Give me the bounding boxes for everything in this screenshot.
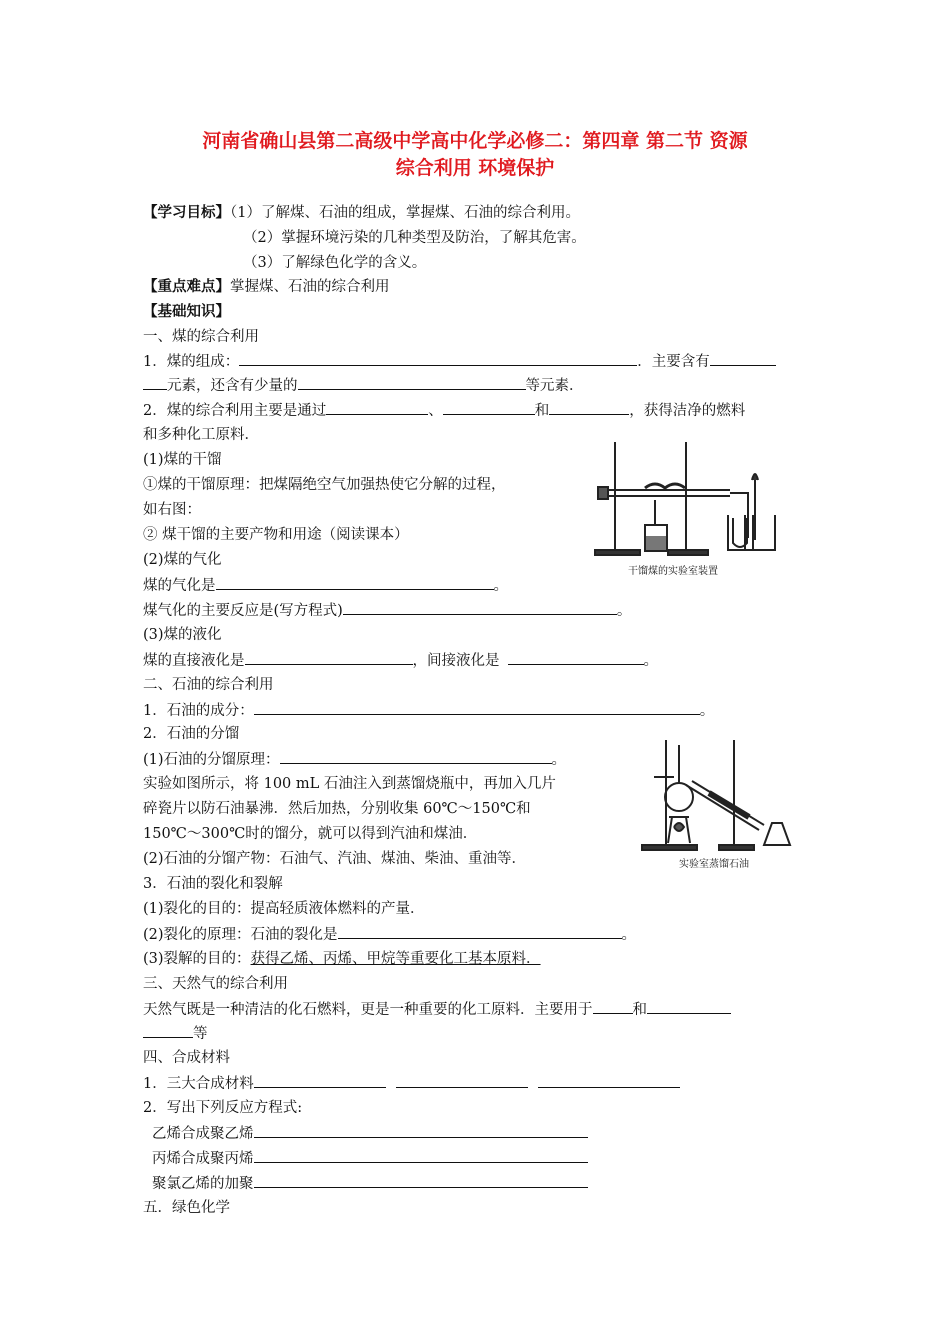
blank[interactable] (710, 351, 776, 366)
dry-products: ② 煤干馏的主要产物和用途（阅读课本） (143, 527, 409, 543)
basics-label: 【基础知识】 (143, 303, 230, 320)
objective-3: （3）了解绿色化学的含义。 (243, 255, 427, 271)
sec2-q3: 3．石油的裂化和裂解 (143, 876, 283, 892)
gas-def-line (143, 575, 508, 596)
punct: 。 (699, 703, 715, 719)
objectives-line1 (143, 203, 580, 223)
blank[interactable] (143, 1023, 193, 1038)
sec4-q1-line (143, 1073, 680, 1094)
sec2-q1-label: 1．石油的成分： (143, 703, 254, 719)
fractionation-products: (2)石油的分馏产物：石油气、汽油、煤油、柴油、重油等． (143, 851, 527, 867)
key-points-line (143, 277, 390, 297)
blank[interactable] (298, 375, 526, 390)
blank[interactable] (239, 351, 637, 366)
pyrolysis-purpose: 获得乙烯、丙烯、甲烷等重要化工基本原料． (250, 951, 541, 967)
blank[interactable] (549, 400, 629, 415)
sec1-q1-cont (143, 375, 584, 396)
coal-distillation-figure (590, 440, 796, 580)
principle-label: (1)石油的分馏原理： (143, 752, 280, 768)
sep: 和 (534, 403, 550, 419)
sec1-q1-label: 1．煤的组成： (143, 354, 240, 370)
sec1-q1-line (143, 351, 776, 372)
dry-principle: ①煤的干馏原理：把煤隔绝空气加强热使它分解的过程， (143, 477, 506, 493)
sec2-q1-line (143, 700, 714, 721)
blank[interactable] (254, 1123, 588, 1138)
pyrolysis-purpose-line (143, 949, 541, 969)
oil-distillation-figure (634, 735, 800, 870)
sec3-line2 (143, 1023, 208, 1044)
dry-heading: (1)煤的干馏 (143, 452, 222, 468)
sec1-q2-label: 2．煤的综合利用主要是通过 (143, 403, 327, 419)
blank[interactable] (254, 1073, 386, 1088)
blank[interactable] (338, 924, 622, 939)
objectives-label: 【学习目标】 (143, 204, 230, 221)
sec4-q2: 2．写出下列反应方程式: (143, 1100, 303, 1116)
oil-distillation-apparatus-diagram (634, 735, 800, 855)
reaction-3-line (152, 1173, 588, 1194)
objective-2: （2）掌握环境污染的几种类型及防治，了解其危害。 (243, 230, 586, 246)
sec1-heading: 一、煤的综合利用 (143, 329, 259, 345)
principle-line (143, 749, 566, 770)
punct: 。 (621, 927, 637, 943)
sec2-heading: 二、石油的综合利用 (143, 677, 274, 693)
coal-distillation-apparatus-diagram (590, 440, 796, 580)
crack-principle-line (143, 924, 636, 945)
objective-1: （1）了解煤、石油的组成，掌握煤、石油的综合利用。 (230, 205, 580, 221)
punct: 。 (551, 752, 567, 768)
crack-purpose: (1)裂化的目的：提高轻质液体燃料的产量． (143, 901, 425, 917)
liq-heading: (3)煤的液化 (143, 627, 222, 643)
gas-def-label: 煤的气化是 (143, 578, 216, 594)
sec4-heading: 四、合成材料 (143, 1050, 230, 1066)
liq-line (143, 650, 658, 671)
blank[interactable] (538, 1073, 680, 1088)
blank[interactable] (143, 375, 167, 390)
sec5-heading: 五．绿色化学 (143, 1200, 230, 1216)
liq-direct-label: 煤的直接液化是 (143, 653, 245, 669)
experiment-line1: 实验如图所示，将 100 mL 石油注入到蒸馏烧瓶中，再加入几片 (143, 776, 556, 792)
key-points-text: 掌握煤、石油的综合利用 (230, 279, 390, 295)
coal-figure-caption: 干馏煤的实验室装置 (628, 566, 718, 577)
sec1-q1-end: 等元素． (525, 378, 584, 394)
document-title-line1: 河南省确山县第二高级中学高中化学必修二：第四章 第二节 资源 (202, 130, 748, 152)
punct: 。 (616, 603, 632, 619)
blank[interactable] (443, 400, 535, 415)
sec1-q2-cont: 和多种化工原料． (143, 427, 259, 443)
blank[interactable] (647, 999, 731, 1014)
reaction-1-label: 乙烯合成聚乙烯 (152, 1126, 254, 1142)
blank[interactable] (326, 400, 428, 415)
reaction-2-label: 丙烯合成聚丙烯 (152, 1151, 254, 1167)
sec1-q2-line (143, 400, 745, 421)
sep: 、 (428, 403, 443, 419)
blank[interactable] (593, 999, 633, 1014)
blank[interactable] (343, 600, 617, 615)
blank[interactable] (216, 575, 494, 590)
sec4-q1-label: 1．三大合成材料 (143, 1076, 254, 1092)
sec2-q2: 2．石油的分馏 (143, 726, 240, 742)
blank[interactable] (254, 1148, 588, 1163)
sec3-heading: 三、天然气的综合利用 (143, 976, 288, 992)
gas-reaction-line (143, 600, 631, 621)
crack-principle-label: (2)裂化的原理：石油的裂化是 (143, 927, 338, 943)
sec3-text: 天然气既是一种清洁的化石燃料，更是一种重要的化工原料．主要用于 (143, 1002, 593, 1018)
blank[interactable] (280, 749, 552, 764)
gas-reaction-label: 煤气化的主要反应是(写方程式) (143, 603, 343, 619)
sec3-line1 (143, 999, 731, 1020)
reaction-2-line (152, 1148, 588, 1169)
liq-indirect-label: ，间接液化是 (412, 653, 500, 669)
blank[interactable] (245, 650, 413, 665)
sec1-q1-mid: ．主要含有 (637, 354, 710, 370)
blank[interactable] (508, 650, 644, 665)
experiment-line3: 150℃～300℃时的馏分，就可以得到汽油和煤油． (143, 826, 478, 842)
sep: 和 (632, 1002, 647, 1018)
blank[interactable] (254, 700, 700, 715)
blank[interactable] (254, 1173, 588, 1188)
document-title-line2: 综合利用 环境保护 (395, 157, 555, 179)
reaction-3-label: 聚氯乙烯的加聚 (152, 1176, 254, 1192)
sec1-q2-tail: ，获得洁净的燃料 (629, 403, 746, 419)
punct: 。 (643, 653, 658, 669)
gas-heading: (2)煤的气化 (143, 552, 222, 568)
experiment-line2: 碎瓷片以防石油暴沸．然后加热，分别收集 60℃～150℃和 (143, 801, 531, 817)
oil-figure-caption: 实验室蒸馏石油 (679, 859, 749, 870)
dry-figure-ref: 如右图： (143, 502, 201, 518)
sec3-tail: 等 (193, 1026, 208, 1042)
pyrolysis-label: (3)裂解的目的： (143, 951, 251, 967)
sec1-q1-elements: 元素，还含有少量的 (167, 378, 298, 394)
key-points-label: 【重点难点】 (143, 278, 230, 295)
blank[interactable] (396, 1073, 528, 1088)
punct: 。 (493, 578, 508, 594)
reaction-1-line (152, 1123, 588, 1144)
